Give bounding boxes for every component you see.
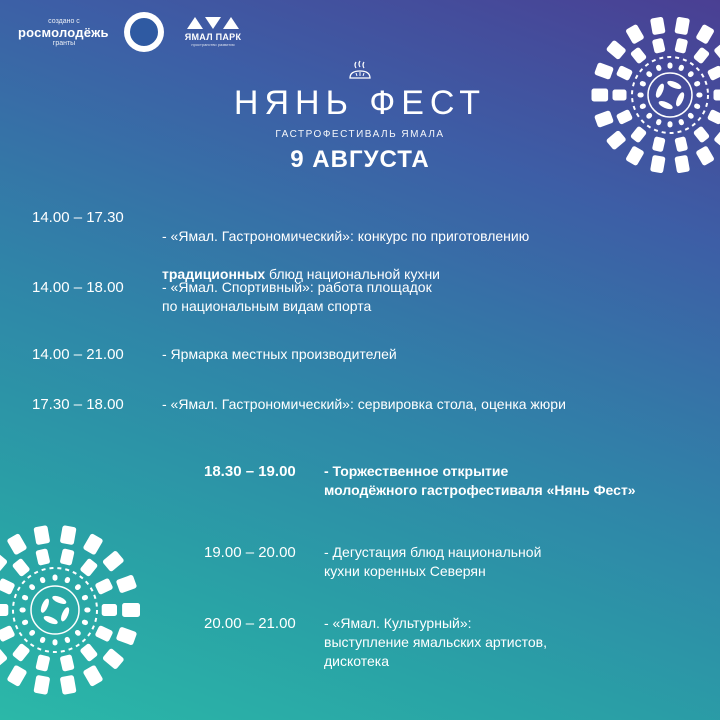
ornament-figure — [7, 534, 27, 555]
schedule-item — [32, 278, 432, 316]
schedule-desc: - «Ямал. Культурный»: выступление ямальских артистов, дискотека — [324, 615, 547, 669]
ornament-figure — [592, 89, 608, 101]
ornament-figure — [83, 665, 103, 686]
ornament-figure — [638, 93, 643, 97]
ornament-figure — [53, 640, 57, 645]
ornament-figure — [656, 119, 662, 125]
ornament-figure — [34, 675, 50, 694]
ornament-fish — [667, 80, 682, 90]
ornament-figure — [694, 103, 700, 109]
schedule-desc — [162, 208, 529, 284]
ornament-figure — [675, 17, 690, 34]
ornament-figure — [22, 620, 28, 626]
schedule-time: 14.00 – 21.00 — [32, 346, 124, 363]
ornament-figure — [103, 551, 124, 572]
ornament-figure — [29, 630, 36, 637]
schedule-desc-rest: блюд национальной кухни — [265, 266, 440, 282]
festival-title: НЯНЬ ФЕСТ — [233, 84, 487, 122]
ornament-fish — [60, 607, 70, 622]
ornament-figure — [708, 66, 720, 81]
ornament-figure — [0, 578, 15, 594]
ornament-figure — [116, 627, 136, 645]
ornament-figure — [646, 71, 653, 78]
schedule-desc-line: - «Ямал. Гастрономический»: конкурс по приготовлению — [162, 228, 530, 244]
ornament-fish — [40, 598, 50, 613]
ornament-figure — [20, 608, 25, 612]
ornament-figure — [22, 595, 28, 601]
yamal-park-tagline: пространство развития — [191, 42, 235, 47]
ornament-figure — [652, 137, 665, 152]
ornament-figure — [0, 551, 7, 572]
ornament-figure — [29, 584, 36, 591]
festival-date: 9 АВГУСТА — [290, 146, 430, 173]
ornament-figure — [675, 38, 688, 53]
ornament-figure — [714, 40, 720, 59]
ornament-fish — [658, 100, 673, 110]
schedule-item — [32, 345, 397, 364]
schedule-desc: - Торжественное открытие молодёжного гастрофестиваля «Нянь Фест» — [324, 463, 636, 498]
ornament-figure — [714, 90, 720, 100]
schedule-desc-bold: традиционных — [162, 266, 266, 282]
ornament-figure — [82, 595, 88, 601]
ornament-fish — [675, 92, 685, 107]
ornament-figure — [40, 637, 46, 643]
ornament-fish — [52, 595, 67, 605]
ornament-figure — [7, 665, 27, 686]
ornament-fish — [655, 83, 665, 98]
northern-ornament-icon — [0, 470, 200, 720]
ornament-figure — [696, 24, 714, 44]
ornament-figure — [65, 577, 71, 583]
ornament-figure — [116, 575, 136, 593]
ornament-figure — [60, 655, 74, 671]
ornament-figure — [595, 111, 614, 128]
rosmolodezh-sub-text: гранты — [52, 39, 76, 47]
ornament-figure — [0, 648, 7, 669]
schedule-item — [32, 395, 566, 414]
ornament-figure — [646, 113, 653, 120]
ornament-figure — [12, 558, 30, 576]
schedule-item — [204, 543, 541, 581]
ornament-figure — [631, 126, 647, 142]
ornament-figure — [708, 110, 720, 125]
schedule-desc: - «Ямал. Гастрономический»: сервировка стола, оценка жюри — [162, 396, 566, 412]
ornament-figure — [40, 577, 46, 583]
rosmolodezh-top-text: создано с — [48, 17, 80, 25]
ornament-figure — [83, 534, 103, 555]
ornament-figure — [714, 131, 720, 150]
schedule-item-highlight — [204, 462, 636, 500]
ornament-figure — [123, 604, 140, 617]
northern-ornament-icon — [550, 0, 720, 200]
ornament-figure — [688, 113, 695, 120]
rosmolodezh-name: росмолодёжь — [18, 24, 109, 40]
ornament-figure — [85, 608, 90, 612]
ornament-figure — [75, 584, 82, 591]
ornament-figure — [80, 643, 98, 661]
schedule-time: 14.00 – 18.00 — [32, 279, 124, 296]
ornament-figure — [640, 103, 646, 109]
ornament-figure — [34, 526, 50, 545]
ornament-figure — [631, 47, 647, 63]
schedule-time: 19.00 – 20.00 — [204, 544, 296, 561]
ornament-figure — [103, 648, 124, 669]
ornament-figure — [696, 146, 714, 166]
schedule-time: 14.00 – 17.30 — [32, 209, 124, 226]
ornament-figure — [678, 119, 684, 125]
ornament-figure — [697, 93, 702, 97]
ornament-figure — [60, 675, 76, 694]
ornament-figure — [616, 66, 632, 81]
ornament-figure — [668, 122, 672, 127]
ornament-figure — [651, 17, 666, 34]
ornament-figure — [678, 65, 684, 71]
ornament-figure — [53, 575, 57, 580]
ornament-figure — [95, 626, 113, 642]
ornament-figure — [652, 38, 665, 53]
schedule-desc: - Дегустация блюд национальной кухни коренных Северян — [324, 544, 542, 579]
ornament-figure — [60, 549, 74, 565]
ornament-figure — [688, 71, 695, 78]
schedule-item — [204, 614, 547, 671]
schedule-time: 17.30 – 18.00 — [32, 396, 124, 413]
ornament-figure — [82, 620, 88, 626]
festival-subtitle: ГАСТРОФЕСТИВАЛЬ ЯМАЛА — [275, 129, 445, 140]
ornament-figure — [12, 643, 30, 661]
ornament-figure — [95, 578, 113, 594]
ornament-figure — [102, 605, 116, 616]
ornament-fish — [43, 615, 58, 625]
ornament-figure — [640, 81, 646, 87]
ornament-figure — [0, 605, 8, 616]
ornament-figure — [606, 40, 626, 59]
ornament-figure — [75, 630, 82, 637]
ornament-figure — [36, 549, 50, 565]
schedule-item — [32, 208, 529, 284]
ornament-figure — [60, 526, 76, 545]
schedule-time: 20.00 – 21.00 — [204, 615, 296, 632]
ornament-figure — [694, 126, 710, 142]
yamal-park-name: ЯМАЛ ПАРК — [184, 32, 242, 42]
ornament-figure — [80, 558, 98, 576]
ornament-figure — [0, 626, 15, 642]
ornament-figure — [656, 65, 662, 71]
ornament-figure — [675, 137, 688, 152]
schedule-desc: - «Ямал. Спортивный»: работа площадок по национальным видам спорта — [162, 279, 432, 314]
ornament-figure — [668, 63, 672, 68]
ornament-figure — [626, 24, 644, 44]
ornament-figure — [675, 155, 690, 172]
ornament-figure — [595, 63, 614, 80]
ornament-figure — [694, 81, 700, 87]
schedule-time: 18.30 – 19.00 — [204, 463, 296, 480]
ornament-figure — [616, 110, 632, 125]
schedule-desc: - Ярмарка местных производителей — [162, 346, 397, 362]
ornament-figure — [651, 155, 666, 172]
ornament-figure — [65, 637, 71, 643]
ornament-figure — [36, 655, 50, 671]
ornament-figure — [606, 131, 626, 150]
ornament-figure — [613, 90, 626, 100]
ornament-figure — [626, 146, 644, 166]
ornament-figure — [694, 47, 710, 63]
